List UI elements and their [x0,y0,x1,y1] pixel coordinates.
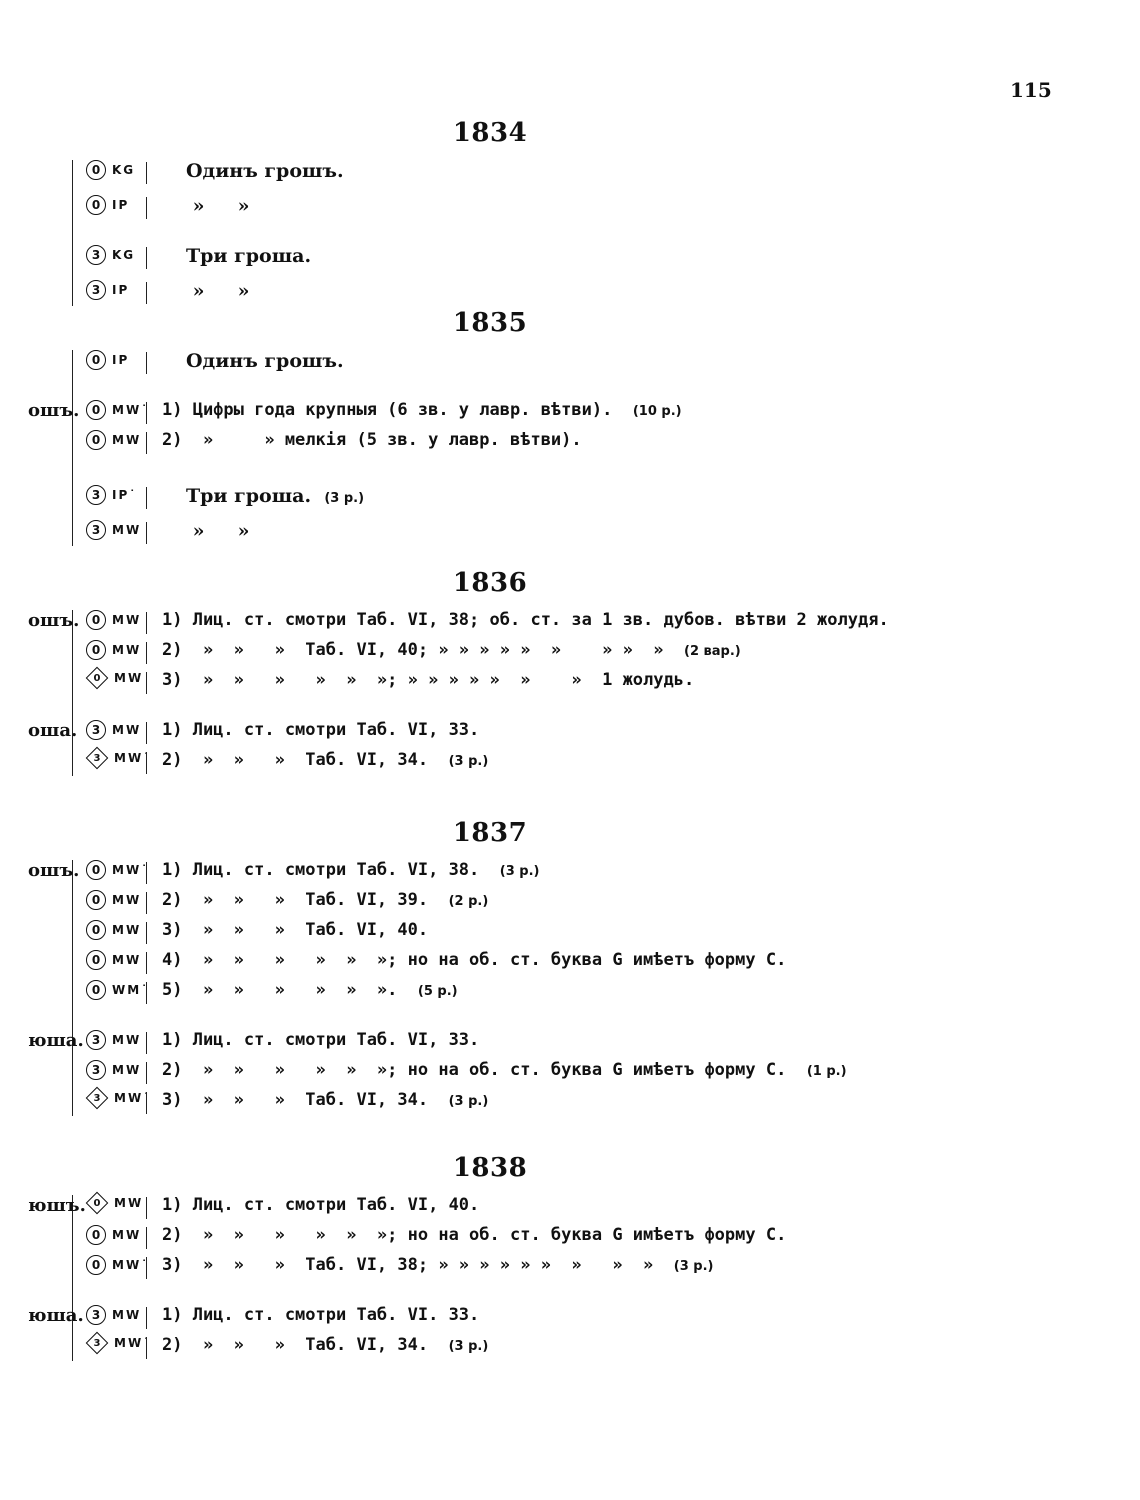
entry-text: 3) » » » Таб. VI, 40. [162,920,429,940]
entry-description [186,280,249,302]
entry-description [162,1335,488,1355]
entry-description [186,245,311,267]
catalog-entry [0,193,1140,221]
diamond-mark-icon [86,667,109,690]
catalog-entry [0,948,1140,976]
page-number: 115 [1010,78,1052,102]
column-divider [146,982,147,1004]
entry-description [162,1255,713,1275]
entry-text: Одинъ грошъ. [186,160,344,182]
entry-text: » » [186,520,250,542]
entry-description [186,485,364,507]
rarity-note: (1 р.) [806,1064,847,1079]
rarity-note: (10 р.) [632,404,682,419]
coin-mark [86,1225,141,1245]
catalog-entry [0,158,1140,186]
column-divider [146,952,147,974]
entry-text: Три гроша. [186,245,312,267]
mint-code: IP [112,353,130,367]
coin-mark [86,860,149,880]
entry-text: 1) Цифры года крупныя (6 зв. у лавр. вѣтви). [162,400,613,420]
mint-code: MW [114,1196,144,1210]
mint-code: MW˙ [114,1091,152,1105]
mint-code: MW [112,643,142,657]
rarity-note: (5 р.) [417,984,458,999]
entry-description [186,350,344,372]
catalog-entry [0,428,1140,456]
circle-mark-icon: 0 [86,860,106,880]
mint-code: MW [112,953,142,967]
column-divider [146,752,147,774]
entry-text: 2) » » » Таб. VI, 34. [162,1335,429,1355]
entry-description [162,950,786,970]
coin-mark [86,280,129,300]
entry-description [162,980,458,1000]
mint-code: MW [114,671,144,685]
mint-code: IP [112,283,130,297]
mint-code: MW˙ [114,751,152,765]
entry-description [162,610,889,630]
circle-mark-icon: 3 [86,485,106,505]
circle-mark-icon: 3 [86,520,106,540]
coin-mark [86,430,141,450]
entry-text: 1) Лиц. ст. смотри Таб. VI, 38. [162,860,480,880]
mint-code: MW [112,723,142,737]
column-divider [146,1307,147,1329]
entry-description [162,890,488,910]
rarity-note: (2 р.) [448,894,489,909]
denomination-fragment: ошъ. [28,610,80,631]
catalog-entry [0,1253,1140,1281]
circle-mark-icon: 0 [86,1255,106,1275]
coin-mark [86,1255,149,1275]
catalog-entry [0,518,1140,546]
column-divider [146,352,147,374]
coin-mark [86,1195,143,1211]
column-divider [146,1257,147,1279]
column-divider [146,1227,147,1249]
coin-mark [86,1030,141,1050]
entry-description [162,1060,847,1080]
mint-code: KG [112,248,136,262]
mint-code: MW [112,893,142,907]
catalog-entry [0,483,1140,511]
circle-mark-icon: 0 [86,890,106,910]
column-divider [146,1032,147,1054]
catalog-entry [0,888,1140,916]
mint-code: MW˙ [112,863,150,877]
column-divider [146,862,147,884]
catalog-entry [0,608,1140,636]
coin-mark [86,400,149,420]
section-year: 1834 [452,118,528,148]
circle-mark-icon: 0 [86,350,106,370]
column-divider [146,197,147,219]
catalog-entry [0,858,1140,886]
entry-description [186,160,344,182]
column-divider [146,612,147,634]
mint-code: MW˙ [112,1258,150,1272]
circle-mark-icon: 3 [86,1060,106,1080]
mark-value: 3 [93,1337,101,1349]
mint-code: MW [112,523,142,537]
column-divider [146,162,147,184]
catalog-entry [0,1058,1140,1086]
entry-description [162,860,539,880]
entry-text: 1) Лиц. ст. смотри Таб. VI, 33. [162,1030,480,1050]
catalog-entry [0,918,1140,946]
catalog-entry [0,1028,1140,1056]
coin-mark [86,245,135,265]
coin-mark [86,160,135,180]
diamond-mark-icon [86,1332,109,1355]
catalog-entry [0,348,1140,376]
mark-value: 0 [93,1197,101,1209]
circle-mark-icon: 0 [86,430,106,450]
entry-description [162,670,694,690]
entry-text: 3) » » » Таб. VI, 38; » » » » » » » » » [162,1255,654,1275]
entry-description [162,1305,479,1325]
denomination-fragment: ошъ. [28,400,80,421]
catalog-entry [0,978,1140,1006]
mint-code: KG [112,163,136,177]
entry-description [162,720,479,740]
mark-value: 3 [93,752,101,764]
entry-text: 2) » » » » » »; но на об. ст. буква G имѣетъ форму C. [162,1060,787,1080]
mint-code: MW˙ [114,1336,152,1350]
column-divider [146,1337,147,1359]
entry-text: 3) » » » » » »; » » » » » » » 1 жолудь. [162,670,695,690]
circle-mark-icon: 3 [86,1305,106,1325]
entry-text: 2) » » » Таб. VI, 34. [162,750,429,770]
catalog-entry [0,718,1140,746]
entry-description [162,1030,479,1050]
entry-description [186,520,249,542]
coin-mark [86,890,141,910]
diamond-mark-icon [86,1087,109,1110]
entry-text: 2) » » » » » »; но на об. ст. буква G имѣетъ форму C. [162,1225,787,1245]
rarity-note: (3 р.) [673,1259,714,1274]
catalog-entry [0,1303,1140,1331]
circle-mark-icon: 3 [86,1030,106,1050]
coin-mark [86,610,141,630]
rarity-note: (3 р.) [448,1094,489,1109]
catalog-entry [0,243,1140,271]
coin-mark [86,750,151,766]
entry-text: 1) Лиц. ст. смотри Таб. VI, 40. [162,1195,480,1215]
circle-mark-icon: 3 [86,720,106,740]
column-divider [146,1092,147,1114]
mark-value: 3 [93,1092,101,1104]
circle-mark-icon: 3 [86,280,106,300]
column-divider [146,432,147,454]
mint-code: MW˙ [112,403,150,417]
mint-code: MW [112,1308,142,1322]
coin-mark [86,195,129,215]
entry-text: 1) Лиц. ст. смотри Таб. VI. 33. [162,1305,480,1325]
column-divider [146,892,147,914]
circle-mark-icon: 0 [86,640,106,660]
coin-mark [86,950,141,970]
mint-code: IP [112,198,130,212]
circle-mark-icon: 0 [86,610,106,630]
entry-text: 1) Лиц. ст. смотри Таб. VI, 38; об. ст. за 1 зв. дубов. вѣтви 2 жолудя. [162,610,889,630]
coin-mark [86,520,141,540]
denomination-fragment: оша. [28,720,78,741]
rarity-note: (2 вар.) [684,644,741,659]
coin-mark [86,1335,151,1351]
rarity-note: (3 р.) [448,754,489,769]
column-divider [146,247,147,269]
column-divider [146,1062,147,1084]
column-divider [146,487,147,509]
catalog-entry [0,278,1140,306]
mint-code: MW [112,613,142,627]
catalog-entry [0,638,1140,666]
entry-text: 2) » » » Таб. VI, 40; » » » » » » » » » [162,640,664,660]
entry-text: 2) » » » Таб. VI, 39. [162,890,429,910]
column-divider [146,282,147,304]
denomination-fragment: юшъ. [28,1195,86,1216]
coin-mark [86,920,141,940]
column-divider [146,922,147,944]
rarity-note: (3 р.) [499,864,540,879]
catalog-entry [0,748,1140,776]
column-divider [146,1197,147,1219]
rarity-note: (3 р.) [324,491,365,506]
entry-text: 5) » » » » » ». [162,980,398,1000]
entry-description [162,640,741,660]
diamond-mark-icon [86,1192,109,1215]
denomination-fragment: ошъ. [28,860,80,881]
column-divider [146,642,147,664]
column-divider [146,522,147,544]
entry-description [162,400,682,420]
entry-description [162,1225,786,1245]
circle-mark-icon: 0 [86,950,106,970]
circle-mark-icon: 0 [86,400,106,420]
mint-code: IP˙ [112,488,138,502]
coin-mark [86,1090,151,1106]
coin-mark [86,350,129,370]
entry-text: 2) » » мелкія (5 зв. у лавр. вѣтви). [162,430,582,450]
mint-code: MW [112,1063,142,1077]
denomination-fragment: юша. [28,1305,84,1326]
column-divider [146,402,147,424]
coin-mark [86,1060,141,1080]
catalog-entry [0,1333,1140,1361]
mint-code: MW [112,433,142,447]
circle-mark-icon: 0 [86,195,106,215]
catalog-entry [0,1193,1140,1221]
diamond-mark-icon [86,747,109,770]
coin-mark [86,720,141,740]
section-year: 1835 [452,308,528,338]
entry-description [162,1195,479,1215]
catalog-entry [0,1088,1140,1116]
mint-code: MW [112,1228,142,1242]
mint-code: MW [112,1033,142,1047]
column-divider [146,722,147,744]
denomination-fragment: юша. [28,1030,84,1051]
catalog-entry [0,1223,1140,1251]
entry-text: 4) » » » » » »; но на об. ст. буква G имѣетъ форму C. [162,950,787,970]
circle-mark-icon: 0 [86,160,106,180]
entry-text: » » [186,280,250,302]
mark-value: 0 [93,672,101,684]
circle-mark-icon: 0 [86,1225,106,1245]
entry-text: Три гроша. [186,485,312,507]
mint-code: MW [112,923,142,937]
section-year: 1838 [452,1153,528,1183]
entry-description [162,750,488,770]
mint-code: WM˙ [112,983,150,997]
circle-mark-icon: 0 [86,980,106,1000]
catalog-entry [0,398,1140,426]
circle-mark-icon: 3 [86,245,106,265]
entry-description [162,430,582,450]
coin-mark [86,670,143,686]
entry-text: Одинъ грошъ. [186,350,344,372]
entry-description [162,1090,488,1110]
coin-mark [86,640,141,660]
coin-mark [86,980,149,1000]
section-year: 1837 [452,818,528,848]
column-divider [146,672,147,694]
entry-text: 1) Лиц. ст. смотри Таб. VI, 33. [162,720,480,740]
entry-text: » » [186,195,250,217]
coin-mark [86,485,137,505]
rarity-note: (3 р.) [448,1339,489,1354]
section-year: 1836 [452,568,528,598]
entry-description [186,195,249,217]
coin-mark [86,1305,141,1325]
catalog-entry [0,668,1140,696]
circle-mark-icon: 0 [86,920,106,940]
entry-description [162,920,428,940]
entry-text: 3) » » » Таб. VI, 34. [162,1090,429,1110]
